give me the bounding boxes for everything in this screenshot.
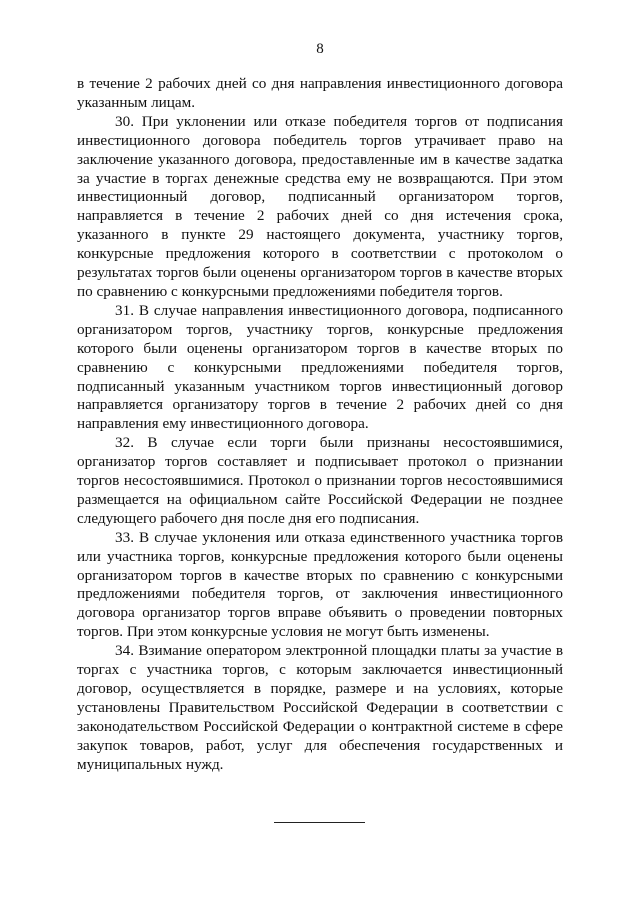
paragraph-item-30: 30. При уклонении или отказе победителя торгов от подписания инвестиционного договора победитель торгов утрачивает право на заключение указанного договора, предоставленные им в качестве задатка за участие в торгах денежные средства ему не возвращаются. При этом инвестиционный договор, подписанный организатором торгов, направляется в течение 2 рабочих дней со дня истечения срока, указанного в пункте 29 настоящего документа, участнику торгов, конкурсные предложения которого в соответствии с протоколом о результатах торгов были оценены организатором торгов в качестве вторых по сравнению с конкурсными предложениями победителя торгов.: [77, 112, 563, 300]
document-body: [77, 75, 563, 775]
paragraph-item-34: 34. Взимание оператором электронной площадки платы за участие в торгах с участника торгов, с которым заключается инвестиционный договор, осуществляется в порядке, размере и на условиях, которые установлены Правительством Российской Федерации в соответствии с законодательством Российской Федерации о контрактной системе в сфере закупок товаров, работ, услуг для обеспечения государственных и муниципальных нужд.: [77, 642, 563, 773]
paragraph-item-31: 31. В случае направления инвестиционного договора, подписанного организатором торгов, участнику торгов, конкурсные предложения которого были оценены организатором торгов в качестве вторых по сравнению с конкурсными предложениями победителя торгов, подписанный указанным участником торгов инвестиционный договор направляется организатору торгов в течение 2 рабочих дней со дня направления ему инвестиционного договора.: [77, 301, 563, 433]
paragraph-continuation: в течение 2 рабочих дней со дня направления инвестиционного договора указанным лицам.: [77, 75, 563, 111]
end-of-document-rule: [274, 822, 365, 823]
paragraph-item-33: 33. В случае уклонения или отказа единственного участника торгов или участника торгов, конкурсные предложения которого были оценены организатором торгов в качестве вторых по сравнению с конкурсными предложениями победителя торгов, от заключения инвестиционного договора организатор торгов вправе объявить о проведении повторных торгов. При этом конкурсные условия не могут быть изменены.: [77, 528, 563, 641]
paragraph-item-32: 32. В случае если торги были признаны несостоявшимися, организатор торгов составляет и подписывает протокол о признании торгов несостоявшимися. Протокол о признании торгов несостоявшимися размещается на официальном сайте Российской Федерации не позднее следующего рабочего дня после дня его подписания.: [77, 434, 563, 527]
page-number: 8: [316, 41, 324, 57]
